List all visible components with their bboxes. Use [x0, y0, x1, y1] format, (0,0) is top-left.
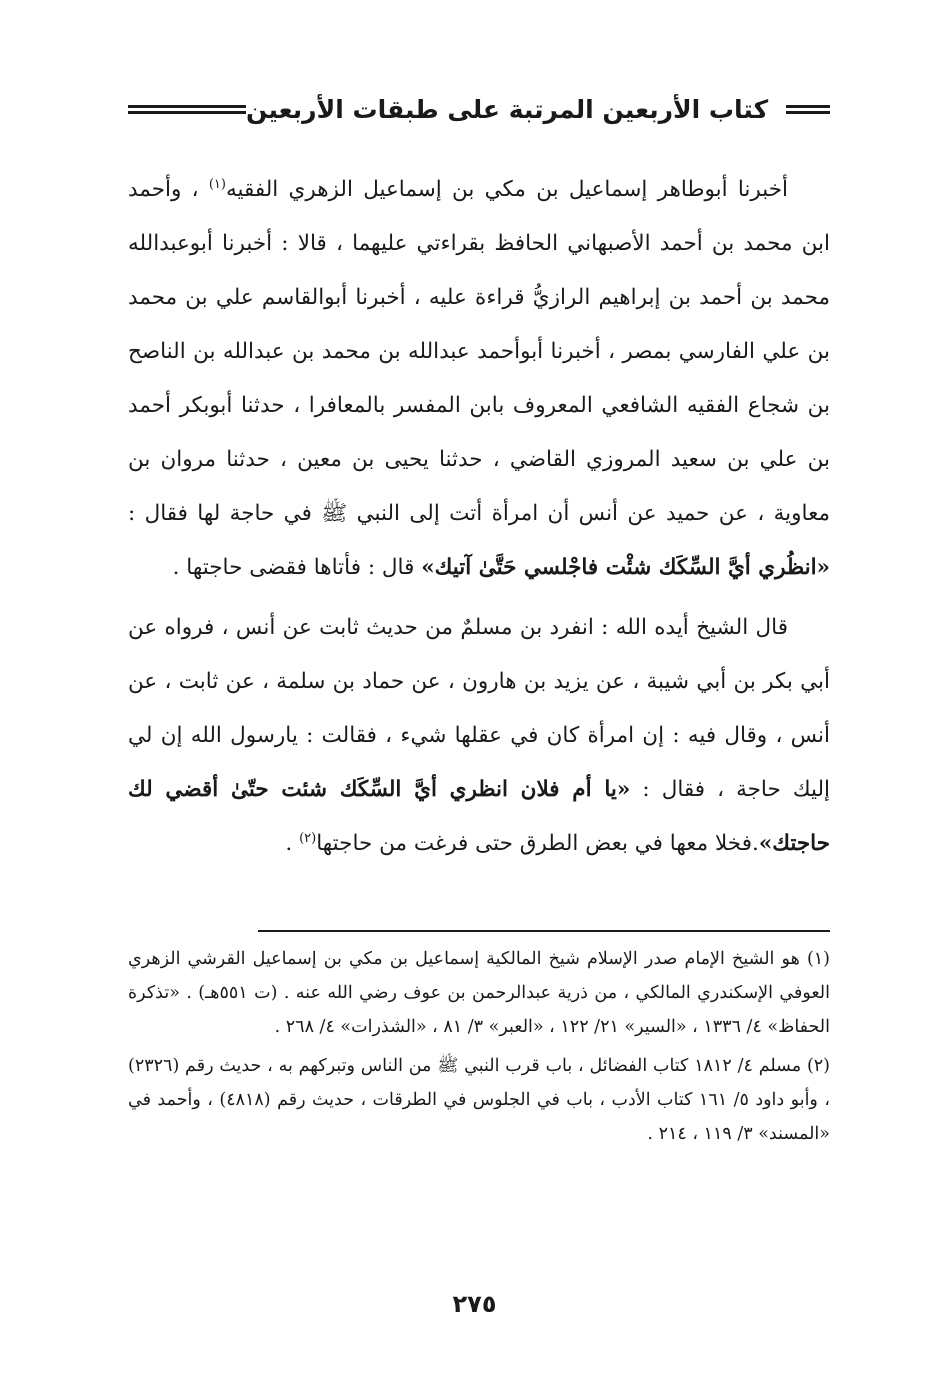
paragraph-text: .فخلا معها في بعض الطرق حتى فرغت من حاجتها: [316, 831, 759, 856]
footnote-ref-1: (١): [208, 176, 226, 192]
footnotes: [128, 942, 830, 1151]
footnote-1: [128, 942, 830, 1044]
running-title: كتاب الأربعين المرتبة على طبقات الأربعين: [245, 94, 769, 124]
footnote-text: هو الشيخ الإمام صدر الإسلام شيخ المالكية إسماعيل بن مكي بن إسماعيل القرشي الزهري العوفي الإسكندري المالكي ، من ذرية عبدالرحمن بن عوف رضي الله عنه . (ت ٥٥١هـ) . «تذكرة الحفاظ» ٤/ ١٣٣٦ ، «السير» ٢١/ ١٢٢ ، «العبر» ٣/ ٨١ ، «الشذرات» ٤/ ٢٦٨ .: [128, 949, 830, 1037]
header-rule-left: [128, 105, 246, 114]
paragraph-text: أخبرنا أبوطاهر إسماعيل بن مكي بن إسماعيل الزهري الفقيه: [225, 177, 788, 202]
header-rule-right: [786, 105, 830, 114]
footnote-2: [128, 1049, 830, 1151]
footnote-marker: (٢): [806, 1056, 830, 1076]
footnote-marker: (١): [806, 949, 830, 969]
paragraph-text: ، وأحمد ابن محمد بن أحمد الأصبهاني الحافظ بقراءتي عليهما ، قالا : أخبرنا أبوعبدالله محمد بن أحمد بن إبراهيم الرازيُّ قراءة عليه ، أخبرنا أبوالقاسم علي بن محمد بن علي الفارسي بمصر ، أخبرنا أبوأحمد عبدالله بن محمد بن عبدالله بن الناصح بن شجاع الفقيه الشافعي المعروف بابن المفسر بالمعافرا ، حدثنا أبوبكر أحمد بن علي بن سعيد المروزي القاضي ، حدثنا يحيى بن معين ، حدثنا مروان بن معاوية ، عن حميد عن أنس أن امرأة أتت إلى النبي ﷺ في حاجة لها فقال :: [128, 177, 830, 526]
footnote-ref-2: (٢): [299, 830, 317, 846]
paragraph-commentary: [128, 601, 830, 871]
paragraph-text: قال : فأتاها فقضى حاجتها .: [172, 555, 422, 580]
page-number: ٢٧٥: [452, 1290, 497, 1318]
paragraph-text: .: [285, 831, 300, 856]
paragraph-text: قال الشيخ أيده الله : انفرد بن مسلمٌ من حديث ثابت عن أنس ، فرواه عن أبي بكر بن أبي شيبة ، عن يزيد بن هارون ، عن حماد بن سلمة ، عن ثابت ، عن أنس ، وقال فيه : إن امرأة كان في عقلها شيء ، فقالت : يارسول الله إن لي إليك حاجة ، فقال :: [128, 615, 830, 802]
hadith-text: «انظُري أيَّ السِّكَك شئْت فاجْلسي حَتَّىٰ آتيك»: [421, 555, 830, 580]
footnote-separator: [258, 930, 830, 932]
footnote-text: مسلم ٤/ ١٨١٢ كتاب الفضائل ، باب قرب النبي ﷺ من الناس وتبركهم به ، حديث رقم (٢٣٢٦) ، وأبو داود ٥/ ١٦١ كتاب الأدب ، باب في الجلوس في الطرقات ، حديث رقم (٤٨١٨) ، وأحمد في «المسند» ٣/ ١١٩ ، ٢١٤ .: [128, 1056, 830, 1144]
paragraph-isnad: [128, 163, 830, 595]
main-text: [128, 163, 830, 871]
hadith-text: «يا أم فلان انظري أيَّ السِّكَك شئت حتّىٰ أقضي لك حاجتك»: [128, 777, 830, 856]
page-header: [128, 88, 830, 130]
